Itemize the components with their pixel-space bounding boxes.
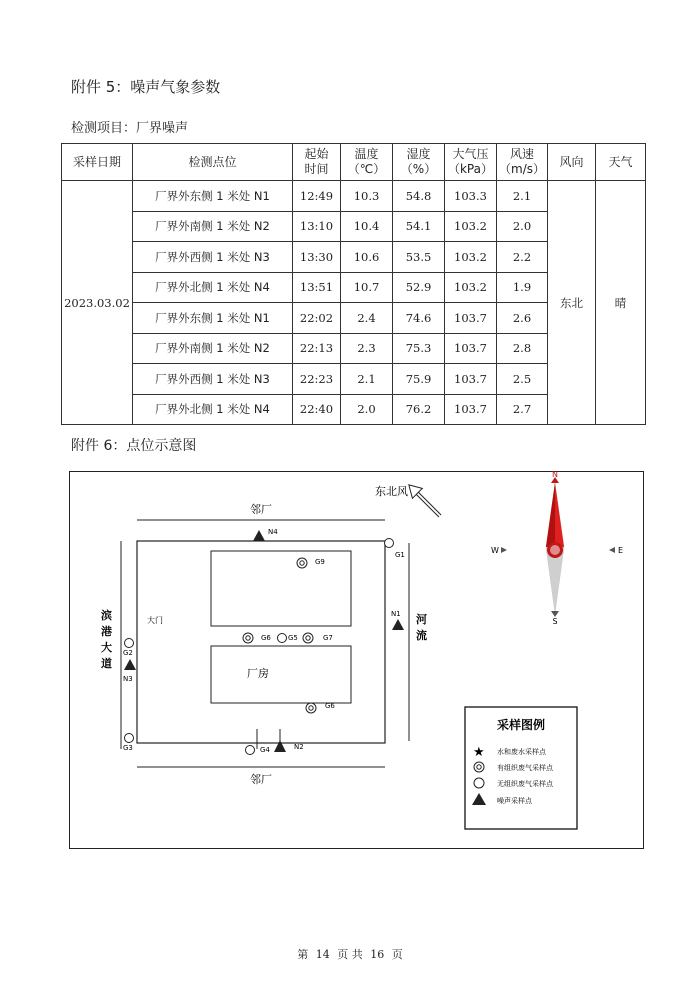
g6b-marker xyxy=(306,703,316,713)
sampling-date-cell: 2023.03.02 xyxy=(62,181,133,425)
legend-item-organized: 有组织废气采样点 xyxy=(497,764,553,772)
header-line-1: 风向 xyxy=(559,154,584,169)
wind-label: 东北风 xyxy=(375,485,408,498)
header-cell xyxy=(62,144,133,181)
road-char-3: 大 xyxy=(101,641,112,654)
time-cell: 13:30 xyxy=(293,242,341,273)
g5-marker xyxy=(278,634,287,643)
g9-label: G9 xyxy=(315,558,325,566)
legend-star-icon: ★ xyxy=(473,745,485,760)
header-cell xyxy=(341,144,393,181)
attachment6-title: 附件 6：点位示意图 xyxy=(71,438,197,454)
pressure-cell: 103.7 xyxy=(445,364,497,395)
g4-label: G4 xyxy=(260,746,270,754)
footer-page-total: 16 xyxy=(370,948,385,961)
header-cell xyxy=(393,144,445,181)
wind-speed-cell: 2.6 xyxy=(497,303,548,334)
point-cell: 厂界外东侧 1 米处 N1 xyxy=(133,303,293,334)
time-cell: 22:40 xyxy=(293,394,341,425)
g4-marker xyxy=(246,746,255,755)
n4-label: N4 xyxy=(268,528,278,536)
pressure-cell: 103.2 xyxy=(445,272,497,303)
compass-n: N xyxy=(552,471,558,479)
header-line-1: 温度 xyxy=(354,147,379,161)
time-cell: 22:23 xyxy=(293,364,341,395)
legend-circle-icon xyxy=(474,778,484,788)
footer-prefix: 第 xyxy=(297,948,309,961)
compass-e: E xyxy=(618,546,624,555)
road-char-2: 港 xyxy=(101,625,112,638)
header-line-2: 时间 xyxy=(304,162,329,176)
pressure-cell: 103.2 xyxy=(445,211,497,242)
n2-label: N2 xyxy=(294,743,304,751)
wind-direction-cell: 东北 xyxy=(548,181,596,425)
footer-suffix: 页 xyxy=(391,948,403,961)
attachment5-title: 附件 5：噪声气象参数 xyxy=(71,78,221,96)
neighbor-south-label: 邻厂 xyxy=(250,773,272,786)
table-row xyxy=(62,181,646,212)
header-cell xyxy=(445,144,497,181)
river-char-2: 流 xyxy=(416,629,427,642)
g2-marker xyxy=(125,639,134,648)
legend-item-water: 水和废水采样点 xyxy=(497,748,546,756)
header-line-1: 检测点位 xyxy=(188,154,237,169)
wind-speed-cell: 2.0 xyxy=(497,211,548,242)
wind-speed-cell: 1.9 xyxy=(497,272,548,303)
plant-label: 厂房 xyxy=(247,667,269,680)
legend-item-noise: 噪声采样点 xyxy=(497,797,532,805)
humidity-cell: 54.1 xyxy=(393,211,445,242)
point-cell: 厂界外南侧 1 米处 N2 xyxy=(133,333,293,364)
humidity-cell: 75.9 xyxy=(393,364,445,395)
gate-label: 大门 xyxy=(147,616,163,625)
point-cell: 厂界外西侧 1 米处 N3 xyxy=(133,242,293,273)
header-line-2: （m/s） xyxy=(499,162,545,176)
g6a-label: G6 xyxy=(261,634,271,642)
weather-params-table xyxy=(61,143,646,425)
river-char-1: 河 xyxy=(416,613,427,626)
temp-cell: 10.4 xyxy=(341,211,393,242)
time-cell: 22:13 xyxy=(293,333,341,364)
page-footer xyxy=(0,946,700,962)
n1-label: N1 xyxy=(391,610,401,618)
time-cell: 22:02 xyxy=(293,303,341,334)
temp-cell: 10.7 xyxy=(341,272,393,303)
site-map xyxy=(69,471,645,851)
header-cell xyxy=(497,144,548,181)
legend-item-unorganized: 无组织废气采样点 xyxy=(497,780,553,788)
temp-cell: 2.3 xyxy=(341,333,393,364)
g5-label: G5 xyxy=(288,634,298,642)
header-line-2: （%） xyxy=(400,162,437,176)
pressure-cell: 103.7 xyxy=(445,303,497,334)
point-cell: 厂界外北侧 1 米处 N4 xyxy=(133,272,293,303)
header-line-1: 湿度 xyxy=(406,147,431,161)
time-cell: 12:49 xyxy=(293,181,341,212)
temp-cell: 2.4 xyxy=(341,303,393,334)
header-line-1: 风速 xyxy=(509,147,534,161)
g2-label: G2 xyxy=(123,649,133,657)
wind-speed-cell: 2.8 xyxy=(497,333,548,364)
header-line-2: （kPa） xyxy=(447,162,493,176)
header-line-1: 起始 xyxy=(304,147,329,161)
header-cell xyxy=(548,144,596,181)
pressure-cell: 103.3 xyxy=(445,181,497,212)
pressure-cell: 103.7 xyxy=(445,333,497,364)
g3-label: G3 xyxy=(123,744,133,752)
header-cell xyxy=(596,144,646,181)
wind-speed-cell: 2.1 xyxy=(497,181,548,212)
point-cell: 厂界外北侧 1 米处 N4 xyxy=(133,394,293,425)
header-cell xyxy=(133,144,293,181)
n3-label: N3 xyxy=(123,675,133,683)
neighbor-north-label: 邻厂 xyxy=(250,503,272,516)
humidity-cell: 54.8 xyxy=(393,181,445,212)
temp-cell: 10.6 xyxy=(341,242,393,273)
humidity-cell: 76.2 xyxy=(393,394,445,425)
footer-mid: 页 共 xyxy=(337,948,363,961)
legend-double-circle-icon xyxy=(474,762,484,772)
temp-cell: 10.3 xyxy=(341,181,393,212)
legend-title: 采样图例 xyxy=(496,718,546,732)
humidity-cell: 74.6 xyxy=(393,303,445,334)
g7-marker xyxy=(303,633,313,643)
g6b-label: G6 xyxy=(325,702,335,710)
point-cell: 厂界外南侧 1 米处 N2 xyxy=(133,211,293,242)
g1-label: G1 xyxy=(395,551,405,559)
humidity-cell: 53.5 xyxy=(393,242,445,273)
time-cell: 13:10 xyxy=(293,211,341,242)
wind-speed-cell: 2.7 xyxy=(497,394,548,425)
header-line-1: 天气 xyxy=(608,154,633,169)
weather-cell: 晴 xyxy=(596,181,646,425)
footer-page-num: 14 xyxy=(315,948,330,961)
road-char-4: 道 xyxy=(101,657,112,670)
pressure-cell: 103.7 xyxy=(445,394,497,425)
compass-w: W xyxy=(491,546,499,555)
header-line-1: 采样日期 xyxy=(72,154,121,169)
compass-s: S xyxy=(552,617,558,626)
table-header-row xyxy=(62,144,646,181)
point-cell: 厂界外东侧 1 米处 N1 xyxy=(133,181,293,212)
attachment5-subtitle: 检测项目：厂界噪声 xyxy=(71,121,189,136)
temp-cell: 2.1 xyxy=(341,364,393,395)
temp-cell: 2.0 xyxy=(341,394,393,425)
g7-label: G7 xyxy=(323,634,333,642)
road-char-1: 滨 xyxy=(101,609,112,622)
wind-speed-cell: 2.5 xyxy=(497,364,548,395)
point-cell: 厂界外西侧 1 米处 N3 xyxy=(133,364,293,395)
wind-speed-cell: 2.2 xyxy=(497,242,548,273)
g9-marker xyxy=(297,558,307,568)
g3-marker xyxy=(125,734,134,743)
humidity-cell: 75.3 xyxy=(393,333,445,364)
time-cell: 13:51 xyxy=(293,272,341,303)
g1-marker xyxy=(385,539,394,548)
header-cell xyxy=(293,144,341,181)
humidity-cell: 52.9 xyxy=(393,272,445,303)
pressure-cell: 103.2 xyxy=(445,242,497,273)
g6a-marker xyxy=(243,633,253,643)
header-line-2: （℃） xyxy=(347,162,386,176)
header-line-1: 大气压 xyxy=(452,147,489,161)
